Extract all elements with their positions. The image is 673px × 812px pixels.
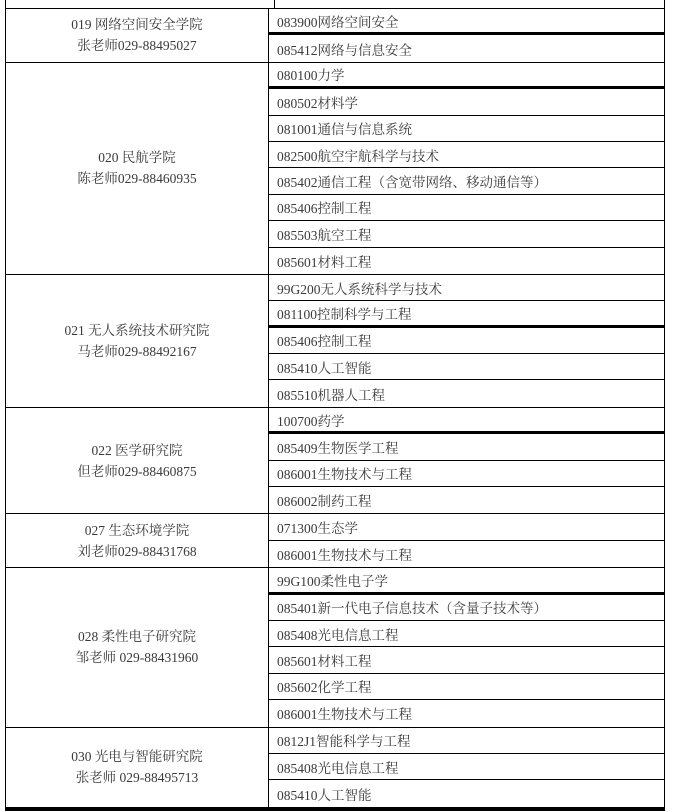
program-label: 085408光电信息工程 [277,760,399,776]
department-cell [6,275,269,407]
program-row [269,142,664,168]
program-label: 085410人工智能 [277,787,372,803]
program-row [269,780,664,806]
program-label: 086001生物技术与工程 [277,467,412,483]
program-label: 085406控制工程 [277,201,372,217]
program-label: 085408光电信息工程 [277,627,399,643]
program-row [269,621,664,647]
program-list [269,275,664,407]
program-label: 085503航空工程 [277,227,372,243]
department-name: 022 医学研究院 [91,442,183,458]
program-label: 99G200无人系统科学与技术 [277,281,442,297]
program-label: 085412网络与信息安全 [277,42,412,58]
program-row [269,63,664,89]
department-contact: 张老师 029-88495713 [75,770,199,786]
program-label: 080502材料学 [277,95,358,111]
department-contact: 刘老师029-88431768 [77,543,197,559]
department-contact: 张老师029-88495027 [77,38,197,54]
table-section [6,62,664,274]
table-section [6,8,664,62]
program-label: 085602化学工程 [277,680,372,696]
program-list [269,63,664,274]
program-list [269,408,664,514]
department-name: 030 光电与智能研究院 [71,749,203,765]
department-cell [6,568,269,726]
table-section [6,727,664,807]
table-sections [6,8,664,807]
program-label: 081100控制科学与工程 [277,306,412,322]
program-row [269,487,664,513]
department-cell [6,514,269,567]
program-row [269,647,664,673]
program-row [269,275,664,301]
program-row [269,89,664,115]
program-row [269,754,664,780]
program-row [269,541,664,567]
program-row [269,568,664,594]
program-label: 071300生态学 [277,521,358,537]
department-name: 021 无人系统技术研究院 [64,322,210,338]
program-row [269,9,664,35]
program-row [269,195,664,221]
department-name: 028 柔性电子研究院 [77,629,197,645]
program-label: 0812J1智能科学与工程 [277,734,411,750]
department-contact: 但老师029-88460875 [77,463,197,479]
department-cell [6,9,269,62]
partial-row-column-divider [274,0,275,8]
program-list [269,728,664,807]
department-cell [6,728,269,807]
program-row [269,221,664,247]
program-label: 085406控制工程 [277,334,372,350]
program-label: 99G100柔性电子学 [277,573,388,589]
program-row [269,514,664,540]
program-label: 085601材料工程 [277,254,372,270]
program-label: 085410人工智能 [277,360,372,376]
program-label: 086001生物技术与工程 [277,548,412,563]
partial-row-top [6,0,664,8]
program-row [269,168,664,194]
program-label: 081001通信与信息系统 [277,122,412,138]
program-row [269,728,664,754]
department-cell [6,63,269,274]
program-row [269,380,664,406]
program-row [269,700,664,726]
program-row [269,674,664,700]
department-contact: 陈老师029-88460935 [77,171,197,187]
program-label: 085402通信工程（含宽带网络、移动通信等） [277,175,547,191]
program-label: 082500航空宇航科学与技术 [277,148,439,164]
program-row [269,434,664,460]
table-section [6,274,664,407]
program-label: 085510机器人工程 [277,387,385,403]
program-row [269,328,664,354]
department-name: 019 网络空间安全学院 [71,17,203,33]
department-name: 027 生态环境学院 [84,522,190,538]
program-label: 085601材料工程 [277,654,372,670]
program-row [269,354,664,380]
department-name: 020 民航学院 [98,150,176,166]
program-label: 086002制药工程 [277,494,372,510]
department-contact: 马老师029-88492167 [77,343,197,359]
table-section [6,407,664,514]
program-label: 100700药学 [277,413,345,429]
department-cell [6,408,269,514]
program-list [269,9,664,62]
program-row [269,461,664,487]
department-contact: 邹老师 029-88431960 [75,650,199,666]
table-section [6,567,664,726]
program-label: 085409生物医学工程 [277,440,399,456]
program-row [269,248,664,274]
program-row [269,408,664,434]
admissions-table [5,0,665,811]
program-row [269,35,664,61]
program-label: 086001生物技术与工程 [277,707,412,723]
program-label: 083900网络空间安全 [277,14,399,30]
table-section [6,513,664,567]
program-row [269,595,664,621]
program-list [269,514,664,567]
program-list [269,568,664,726]
program-label: 085401新一代电子信息技术（含量子技术等） [277,601,547,617]
program-row [269,301,664,327]
program-row [269,116,664,142]
program-label: 080100力学 [277,68,345,84]
